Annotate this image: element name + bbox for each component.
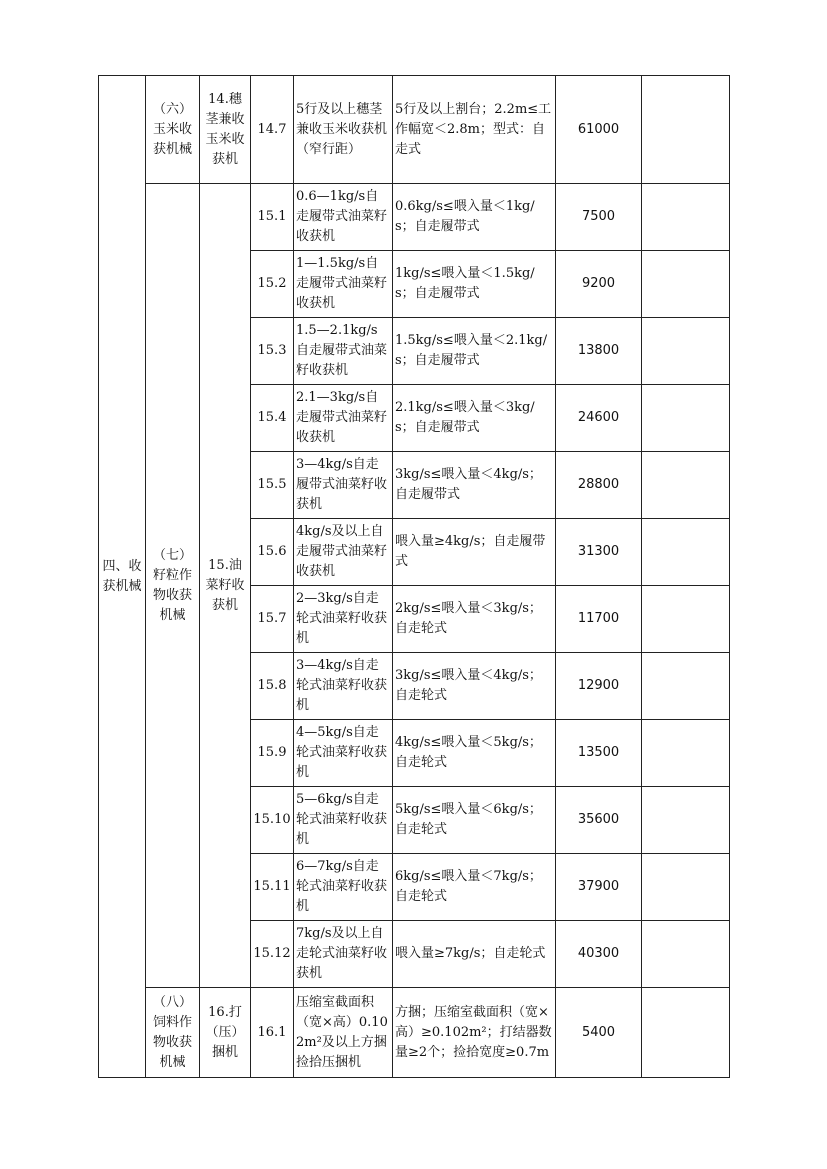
name-cell: 4kg/s及以上自走履带式油菜籽收获机 xyxy=(294,519,393,586)
table-row xyxy=(99,184,730,251)
name-cell: 6—7kg/s自走轮式油菜籽收获机 xyxy=(294,854,393,921)
spec-cell: 0.6kg/s≤喂入量＜1kg/s；自走履带式 xyxy=(393,184,556,251)
code-cell: 16.1 xyxy=(251,988,294,1078)
amount-cell: 37900 xyxy=(556,854,642,921)
spec-cell: 1.5kg/s≤喂入量＜2.1kg/s；自走履带式 xyxy=(393,318,556,385)
amount-cell: 13500 xyxy=(556,720,642,787)
item-cell: 14.穗茎兼收玉米收获机 xyxy=(200,76,251,184)
amount-cell: 31300 xyxy=(556,519,642,586)
spec-cell: 5行及以上割台；2.2m≤工作幅宽＜2.8m；型式：自走式 xyxy=(393,76,556,184)
code-cell: 15.1 xyxy=(251,184,294,251)
code-cell: 15.4 xyxy=(251,385,294,452)
category-l2-cell: （八）饲料作物收获机械 xyxy=(146,988,200,1078)
spec-cell: 喂入量≥7kg/s；自走轮式 xyxy=(393,921,556,988)
code-cell: 15.6 xyxy=(251,519,294,586)
blank-cell xyxy=(642,988,730,1078)
name-cell: 2—3kg/s自走轮式油菜籽收获机 xyxy=(294,586,393,653)
code-cell: 14.7 xyxy=(251,76,294,184)
spec-cell: 6kg/s≤喂入量＜7kg/s；自走轮式 xyxy=(393,854,556,921)
blank-cell xyxy=(642,184,730,251)
spec-cell: 3kg/s≤喂入量＜4kg/s；自走轮式 xyxy=(393,653,556,720)
blank-cell xyxy=(642,653,730,720)
name-cell: 1—1.5kg/s自走履带式油菜籽收获机 xyxy=(294,251,393,318)
spec-cell: 5kg/s≤喂入量＜6kg/s；自走轮式 xyxy=(393,787,556,854)
spec-cell: 4kg/s≤喂入量＜5kg/s；自走轮式 xyxy=(393,720,556,787)
code-cell: 15.9 xyxy=(251,720,294,787)
amount-cell: 40300 xyxy=(556,921,642,988)
blank-cell xyxy=(642,76,730,184)
name-cell: 5—6kg/s自走轮式油菜籽收获机 xyxy=(294,787,393,854)
name-cell: 5行及以上穗茎兼收玉米收获机（窄行距） xyxy=(294,76,393,184)
blank-cell xyxy=(642,586,730,653)
code-cell: 15.7 xyxy=(251,586,294,653)
name-cell: 7kg/s及以上自走轮式油菜籽收获机 xyxy=(294,921,393,988)
subsidy-table xyxy=(98,75,730,1078)
name-cell: 3—4kg/s自走履带式油菜籽收获机 xyxy=(294,452,393,519)
amount-cell: 13800 xyxy=(556,318,642,385)
code-cell: 15.12 xyxy=(251,921,294,988)
table-row xyxy=(99,988,730,1078)
item-cell: 15.油菜籽收获机 xyxy=(200,184,251,988)
category-l1-cell: 四、收获机械 xyxy=(99,76,146,1078)
code-cell: 15.2 xyxy=(251,251,294,318)
spec-cell: 1kg/s≤喂入量＜1.5kg/s；自走履带式 xyxy=(393,251,556,318)
blank-cell xyxy=(642,318,730,385)
spec-cell: 2.1kg/s≤喂入量＜3kg/s；自走履带式 xyxy=(393,385,556,452)
name-cell: 1.5—2.1kg/s自走履带式油菜籽收获机 xyxy=(294,318,393,385)
amount-cell: 5400 xyxy=(556,988,642,1078)
spec-cell: 2kg/s≤喂入量＜3kg/s；自走轮式 xyxy=(393,586,556,653)
amount-cell: 24600 xyxy=(556,385,642,452)
name-cell: 2.1—3kg/s自走履带式油菜籽收获机 xyxy=(294,385,393,452)
blank-cell xyxy=(642,854,730,921)
blank-cell xyxy=(642,519,730,586)
code-cell: 15.5 xyxy=(251,452,294,519)
item-cell: 16.打（压）捆机 xyxy=(200,988,251,1078)
amount-cell: 12900 xyxy=(556,653,642,720)
blank-cell xyxy=(642,251,730,318)
amount-cell: 9200 xyxy=(556,251,642,318)
amount-cell: 7500 xyxy=(556,184,642,251)
blank-cell xyxy=(642,921,730,988)
code-cell: 15.10 xyxy=(251,787,294,854)
spec-cell: 3kg/s≤喂入量＜4kg/s；自走履带式 xyxy=(393,452,556,519)
amount-cell: 28800 xyxy=(556,452,642,519)
blank-cell xyxy=(642,720,730,787)
table-row xyxy=(99,76,730,184)
spec-cell: 喂入量≥4kg/s；自走履带式 xyxy=(393,519,556,586)
name-cell: 0.6—1kg/s自走履带式油菜籽收获机 xyxy=(294,184,393,251)
name-cell: 3—4kg/s自走轮式油菜籽收获机 xyxy=(294,653,393,720)
name-cell: 4—5kg/s自走轮式油菜籽收获机 xyxy=(294,720,393,787)
category-l2-cell: （七）籽粒作物收获机械 xyxy=(146,184,200,988)
amount-cell: 11700 xyxy=(556,586,642,653)
amount-cell: 35600 xyxy=(556,787,642,854)
blank-cell xyxy=(642,385,730,452)
code-cell: 15.8 xyxy=(251,653,294,720)
code-cell: 15.3 xyxy=(251,318,294,385)
blank-cell xyxy=(642,452,730,519)
name-cell: 压缩室截面积（宽×高）0.102m²及以上方捆捡拾压捆机 xyxy=(294,988,393,1078)
code-cell: 15.11 xyxy=(251,854,294,921)
blank-cell xyxy=(642,787,730,854)
category-l2-cell: （六）玉米收获机械 xyxy=(146,76,200,184)
amount-cell: 61000 xyxy=(556,76,642,184)
spec-cell: 方捆；压缩室截面积（宽×高）≥0.102m²；打结器数量≥2个；捡拾宽度≥0.7m xyxy=(393,988,556,1078)
